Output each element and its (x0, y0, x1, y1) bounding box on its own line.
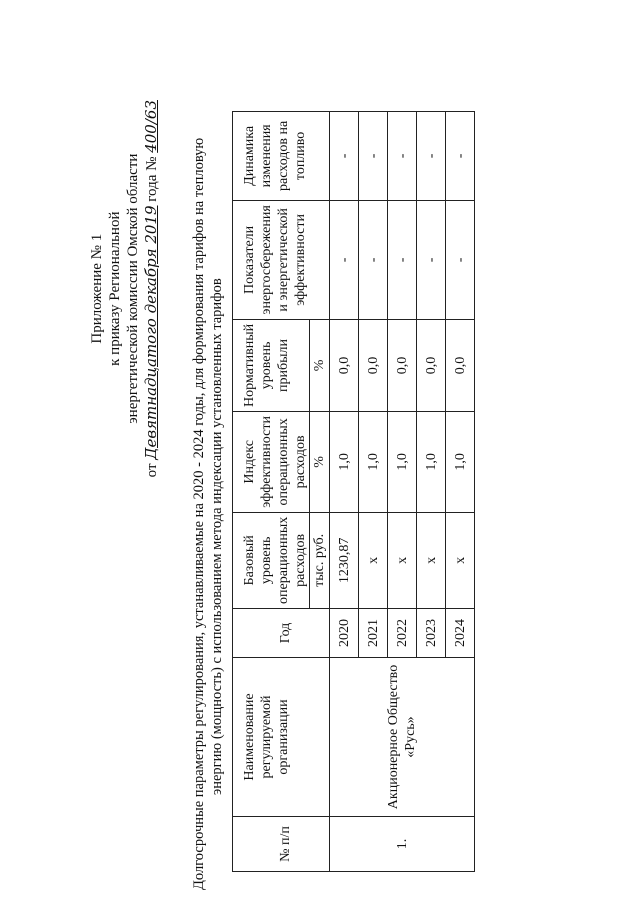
unit-base: тыс. руб. (310, 512, 330, 608)
appendix-date-line: от Девятнадцатого декабря 2019 года № 400/63 (142, 100, 160, 478)
header-num: № п/п (233, 817, 330, 872)
cell-profit: 0,0 (330, 319, 359, 411)
heading-line-1: Долгосрочные параметры регулирования, устанавливаемые на 2020 - 2024 годы, для формирования тарифов на тепловую (191, 137, 207, 890)
cell-profit: 0,0 (388, 319, 417, 411)
cell-index: 1,0 (417, 412, 446, 513)
cell-index: 1,0 (359, 412, 388, 513)
cell-base: х (388, 512, 417, 608)
heading-line-2: энергию (мощность) с использованием метода индексации установленных тарифов (209, 278, 225, 795)
cell-index: 1,0 (388, 412, 417, 513)
cell-base: 1230,87 (330, 512, 359, 608)
unit-index: % (310, 412, 330, 513)
org-name: Акционерное Общество «Русь» (330, 658, 475, 817)
cell-energy: - (359, 200, 388, 319)
appendix-title: Приложение № 1 (89, 233, 105, 344)
cell-energy: - (388, 200, 417, 319)
row-number: 1. (330, 817, 475, 872)
appendix-commission: энергетической комиссии Омской области (125, 153, 141, 424)
cell-base: х (446, 512, 475, 608)
appendix-order: к приказу Региональной (107, 211, 123, 366)
cell-fuel: - (417, 111, 446, 200)
handwritten-date: Девятнадцатого декабря 2019 (142, 205, 160, 460)
header-fuel: Динамика изменения расходов на топливо (233, 111, 330, 200)
cell-profit: 0,0 (417, 319, 446, 411)
cell-profit: 0,0 (359, 319, 388, 411)
cell-year: 2023 (417, 609, 446, 658)
cell-energy: - (446, 200, 475, 319)
cell-profit: 0,0 (446, 319, 475, 411)
cell-energy: - (417, 200, 446, 319)
header-year: Год (233, 609, 330, 658)
cell-index: 1,0 (330, 412, 359, 513)
document-heading (190, 30, 226, 890)
handwritten-number: 400/63 (142, 100, 160, 153)
unit-profit: % (310, 319, 330, 411)
table-row (330, 111, 359, 871)
header-energy: Показатели энергосбережения и энергетической эффективности (233, 200, 330, 319)
rotated-page (10, 10, 630, 890)
cell-fuel: - (330, 111, 359, 200)
header-base: Базовый уровень операционных расходов (233, 512, 310, 608)
cell-index: 1,0 (446, 412, 475, 513)
cell-year: 2022 (388, 609, 417, 658)
cell-year: 2020 (330, 609, 359, 658)
header-org: Наименование регулируемой организации (233, 658, 330, 817)
cell-fuel: - (446, 111, 475, 200)
cell-energy: - (330, 200, 359, 319)
header-profit: Нормативный уровень прибыли (233, 319, 310, 411)
cell-year: 2024 (446, 609, 475, 658)
cell-fuel: - (388, 111, 417, 200)
cell-year: 2021 (359, 609, 388, 658)
cell-base: х (359, 512, 388, 608)
cell-fuel: - (359, 111, 388, 200)
parameters-table (232, 111, 475, 872)
cell-base: х (417, 512, 446, 608)
header-index: Индекс эффективности операционных расходов (233, 412, 310, 513)
appendix-block (88, 100, 161, 477)
